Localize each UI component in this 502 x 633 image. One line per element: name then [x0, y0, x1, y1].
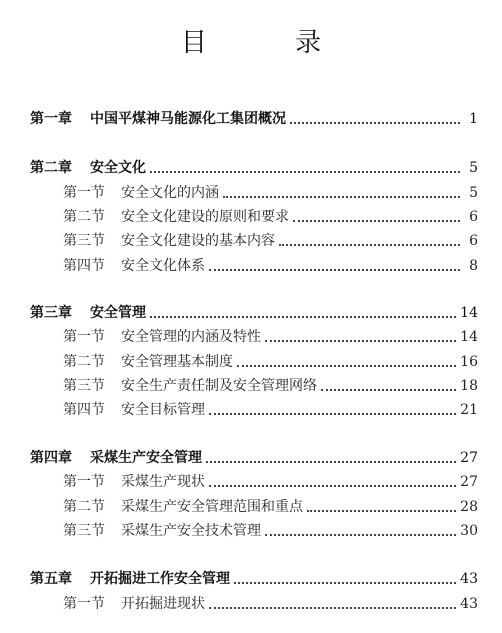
- toc-section-3-1[interactable]: [63, 324, 478, 346]
- toc-section-5-1[interactable]: [63, 591, 478, 613]
- chapter-title: 采煤生产安全管理: [90, 450, 202, 466]
- toc-section-4-1[interactable]: [63, 469, 478, 491]
- section-title: 安全文化体系: [121, 258, 205, 274]
- toc-chapter-3[interactable]: [30, 300, 478, 322]
- section-title: 安全管理基本制度: [121, 354, 233, 370]
- section-title: 采煤生产安全管理范围和重点: [121, 499, 303, 515]
- page-number: 6: [469, 233, 478, 249]
- section-title: 安全管理的内涵及特性: [121, 329, 261, 345]
- chapter-number: 第一章: [30, 111, 72, 127]
- page-number: 28: [460, 499, 478, 515]
- toc-section-3-4[interactable]: [63, 397, 478, 419]
- dot-leader: [150, 171, 460, 173]
- toc-chapter-2[interactable]: [30, 155, 478, 177]
- section-number: 第一节: [63, 185, 105, 201]
- section-number: 第四节: [63, 402, 105, 418]
- section-number: 第二节: [63, 354, 105, 370]
- chapter-title: 安全文化: [90, 160, 146, 176]
- page-number: 1: [469, 111, 478, 127]
- section-title: 安全生产责任制及安全管理网络: [121, 378, 317, 394]
- section-title: 安全文化建设的原则和要求: [121, 209, 289, 225]
- chapter-title: 中国平煤神马能源化工集团概况: [90, 111, 286, 127]
- page-number: 43: [460, 571, 478, 587]
- dot-leader: [209, 413, 456, 415]
- dot-leader: [279, 244, 460, 246]
- toc-section-2-1[interactable]: [63, 180, 478, 202]
- dot-leader: [293, 220, 460, 222]
- dot-leader: [209, 269, 460, 271]
- page-number: 6: [469, 209, 478, 225]
- toc-section-4-3[interactable]: [63, 518, 478, 540]
- section-number: 第三节: [63, 233, 105, 249]
- section-number: 第四节: [63, 258, 105, 274]
- toc-section-2-3[interactable]: [63, 228, 478, 250]
- section-number: 第三节: [63, 523, 105, 539]
- section-title: 开拓掘进现状: [121, 596, 205, 612]
- toc-section-3-3[interactable]: [63, 373, 478, 395]
- toc-chapter-4[interactable]: [30, 445, 478, 467]
- section-number: 第三节: [63, 378, 105, 394]
- dot-leader: [290, 122, 460, 124]
- section-number: 第一节: [63, 596, 105, 612]
- toc-section-4-2[interactable]: [63, 494, 478, 516]
- dot-leader: [321, 389, 456, 391]
- section-title: 采煤生产安全技术管理: [121, 523, 261, 539]
- dot-leader: [237, 365, 456, 367]
- section-number: 第一节: [63, 329, 105, 345]
- section-title: 安全文化建设的基本内容: [121, 233, 275, 249]
- toc-chapter-5[interactable]: [30, 566, 478, 588]
- dot-leader: [209, 607, 456, 609]
- page-title: 目 录: [180, 28, 362, 58]
- page-number: 21: [460, 402, 478, 418]
- toc-section-2-2[interactable]: [63, 204, 478, 226]
- toc-chapter-1[interactable]: [30, 106, 478, 128]
- section-number: 第二节: [63, 209, 105, 225]
- dot-leader: [265, 340, 456, 342]
- chapter-title: 开拓掘进工作安全管理: [90, 571, 230, 587]
- chapter-number: 第三章: [30, 305, 72, 321]
- chapter-number: 第五章: [30, 571, 72, 587]
- page-number: 16: [460, 354, 478, 370]
- dot-leader: [209, 485, 456, 487]
- page-number: 14: [460, 305, 478, 321]
- page-number: 30: [460, 523, 478, 539]
- dot-leader: [206, 461, 456, 463]
- page-number: 5: [469, 160, 478, 176]
- dot-leader: [307, 510, 456, 512]
- toc-section-2-4[interactable]: [63, 253, 478, 275]
- section-title: 安全文化的内涵: [121, 185, 219, 201]
- section-title: 采煤生产现状: [121, 474, 205, 490]
- page-number: 14: [460, 329, 478, 345]
- chapter-number: 第四章: [30, 450, 72, 466]
- page-number: 27: [460, 450, 478, 466]
- section-number: 第一节: [63, 474, 105, 490]
- dot-leader: [150, 316, 456, 318]
- page-number: 43: [460, 596, 478, 612]
- section-title: 安全目标管理: [121, 402, 205, 418]
- toc-section-3-2[interactable]: [63, 349, 478, 371]
- chapter-title: 安全管理: [90, 305, 146, 321]
- page-number: 5: [469, 185, 478, 201]
- page-number: 8: [469, 258, 478, 274]
- page-number: 27: [460, 474, 478, 490]
- chapter-number: 第二章: [30, 160, 72, 176]
- page-number: 18: [460, 378, 478, 394]
- dot-leader: [234, 582, 456, 584]
- dot-leader: [265, 534, 456, 536]
- section-number: 第二节: [63, 499, 105, 515]
- dot-leader: [223, 196, 460, 198]
